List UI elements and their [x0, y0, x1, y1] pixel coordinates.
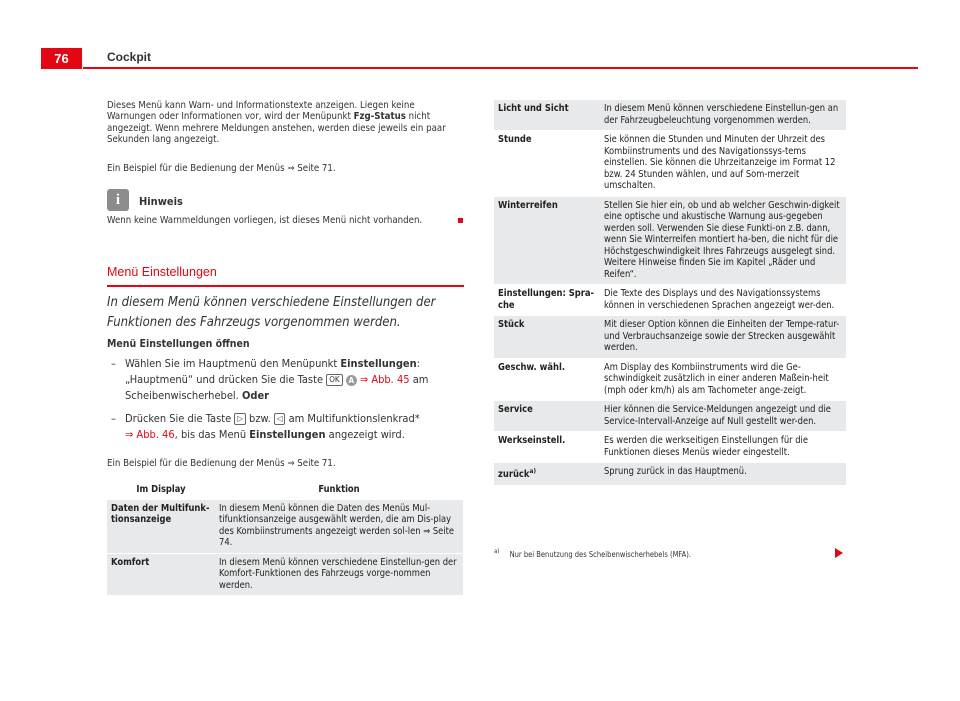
footnote-text: Nur bei Benutzung des Scheibenwischerhebels (MFA).: [509, 549, 692, 559]
section-rule: [107, 285, 464, 287]
row-value: Es werden die werkseitigen Einstellungen für die Funktionen dieses Menüs wieder eingestellt.: [600, 432, 846, 463]
table-row: [107, 553, 463, 595]
figure-link[interactable]: ⇒ Abb. 45: [356, 373, 410, 386]
table-row: [494, 196, 846, 285]
row-key: Werkseinstell.: [494, 432, 600, 463]
paragraph-example: Ein Beispiel für die Bedienung der Menüs ⇒ Seite 71.: [107, 163, 336, 174]
table-row: [494, 131, 846, 197]
info-icon: i: [107, 189, 129, 211]
row-value: Stellen Sie hier ein, ob und ab welcher Geschwin-digkeit eine optische und akustische Warnung aus-gegeben werden soll. Verwenden Sie diese Funkti-on z.B. dann, wenn Sie Winterreifen montiert ha-ben, die nicht für die Höchstgeschwindigkeit Ihres Fahrzeugs ausgelegt sind. Weitere Hinweise finden Sie im Kapitel „Räder und Reifen“.: [600, 196, 846, 285]
table-row: [494, 358, 846, 401]
row-key: Geschw. wähl.: [494, 358, 600, 401]
column-header: Funktion: [318, 484, 360, 495]
settings-table-left: [107, 480, 463, 595]
table-row: [494, 285, 846, 316]
table-row: [494, 100, 846, 131]
section-end-marker: [458, 218, 463, 223]
page-number: 76: [41, 48, 82, 69]
step-1: – Wählen Sie im Hauptmenü den Menüpunkt Einstellungen: „Hauptmenü“ und drücken Sie die Taste OK A ⇒ Abb. 45 am Scheibenwischerhebel. Oder: [111, 357, 429, 402]
footnote: [494, 548, 691, 559]
step-bullet: –: [111, 412, 116, 425]
callout-a-icon: A: [346, 375, 357, 386]
step-2: – Drücken Sie die Taste ▷ bzw. ◁ am Multifunktionslenkrad* ⇒ Abb. 46, bis das Menü Einstellungen angezeigt wird.: [111, 412, 420, 441]
right-arrow-key-icon: ▷: [234, 413, 246, 425]
section-intro: In diesem Menü können verschiedene Einstellungen der Funktionen des Fahrzeugs vorgenommen werden.: [107, 295, 436, 330]
row-key: Einstellungen: Spra-che: [494, 285, 600, 316]
column-header: Im Display: [136, 484, 186, 495]
paragraph-status-menu: Dieses Menü kann Warn- und Informationstexte anzeigen. Liegen keine Warnungen oder Informationen vor, wird der Menüpunkt Fzg-Status nicht angezeigt. Wenn mehrere Meldungen anstehen, werden diese jeweils ein paar Sekunden lang angezeigt.: [107, 100, 446, 146]
ok-key-icon: OK: [326, 374, 342, 386]
step-bullet: –: [111, 357, 116, 370]
hint-title: Hinweis: [139, 195, 183, 208]
left-arrow-key-icon: ◁: [274, 413, 286, 425]
row-key: Stück: [494, 316, 600, 359]
hint-text: Wenn keine Warnmeldungen vorliegen, ist dieses Menü nicht vorhanden.: [107, 215, 423, 226]
row-key: Komfort: [107, 553, 215, 595]
row-value: Sie können die Stunden und Minuten der Uhrzeit des Kombiinstruments und des Navigationssys-tems einstellen. Sie können die Uhrzeitanzeige im Format 12 bzw. 24 Stunden wählen, und auf Som-merzeit umschalten.: [600, 131, 846, 197]
row-value: Die Texte des Displays und des Navigationssystems können in verschiedenen Sprachen angezeigt wer-den.: [600, 285, 846, 316]
row-key: Stunde: [494, 131, 600, 197]
row-key: Service: [494, 401, 600, 432]
table-row: [494, 432, 846, 463]
row-value: Hier können die Service-Meldungen angezeigt und die Service-Intervall-Anzeige auf Null gestellt wer-den.: [600, 401, 846, 432]
table-row: [494, 401, 846, 432]
settings-table-right: [494, 100, 846, 485]
header-rule: [83, 67, 918, 69]
table-header: [107, 480, 463, 500]
chapter-title: Cockpit: [107, 50, 152, 64]
table-row: [494, 463, 846, 485]
row-key: zurück$^{a)}$: [494, 463, 600, 485]
row-value: Sprung zurück in das Hauptmenü.: [600, 463, 846, 485]
footnote-ref: a): [529, 467, 537, 475]
row-value: Mit dieser Option können die Einheiten der Tempe-ratur- und Verbrauchsanzeige sowie der Strecken ausgewählt werden.: [600, 316, 846, 359]
subsection-title: Menü Einstellungen öffnen: [107, 338, 250, 350]
footnote-mark: a): [494, 548, 500, 555]
row-key: Winterreifen: [494, 196, 600, 285]
row-value: In diesem Menü können verschiedene Einstellun-gen der Komfort-Funktionen des Fahrzeugs vorge-nommen werden.: [215, 553, 463, 595]
row-value: In diesem Menü können die Daten des Menüs Mul-tifunktionsanzeige ausgewählt werden, die am Dis-play des Kombiinstruments angezeigt werden sol-len ⇒ Seite 74.: [215, 500, 463, 554]
table-row: [494, 316, 846, 359]
figure-link[interactable]: ⇒ Abb. 46: [125, 428, 175, 441]
table-row: [107, 500, 463, 554]
row-key: Licht und Sicht: [494, 100, 600, 131]
row-value: Am Display des Kombiinstruments wird die Ge-schwindigkeit zusätzlich in einer anderen Maßein-heit (mph oder km/h) als am Tachometer ange-zeigt.: [600, 358, 846, 401]
row-key: Daten der Multifunk-tionsanzeige: [107, 500, 215, 554]
section-title: Menü Einstellungen: [107, 265, 217, 279]
paragraph-example-2: Ein Beispiel für die Bedienung der Menüs ⇒ Seite 71.: [107, 458, 336, 469]
continue-arrow-icon: [835, 548, 843, 558]
row-value: In diesem Menü können verschiedene Einstellun-gen an der Fahrzeugbeleuchtung vorgenommen werden.: [600, 100, 846, 131]
